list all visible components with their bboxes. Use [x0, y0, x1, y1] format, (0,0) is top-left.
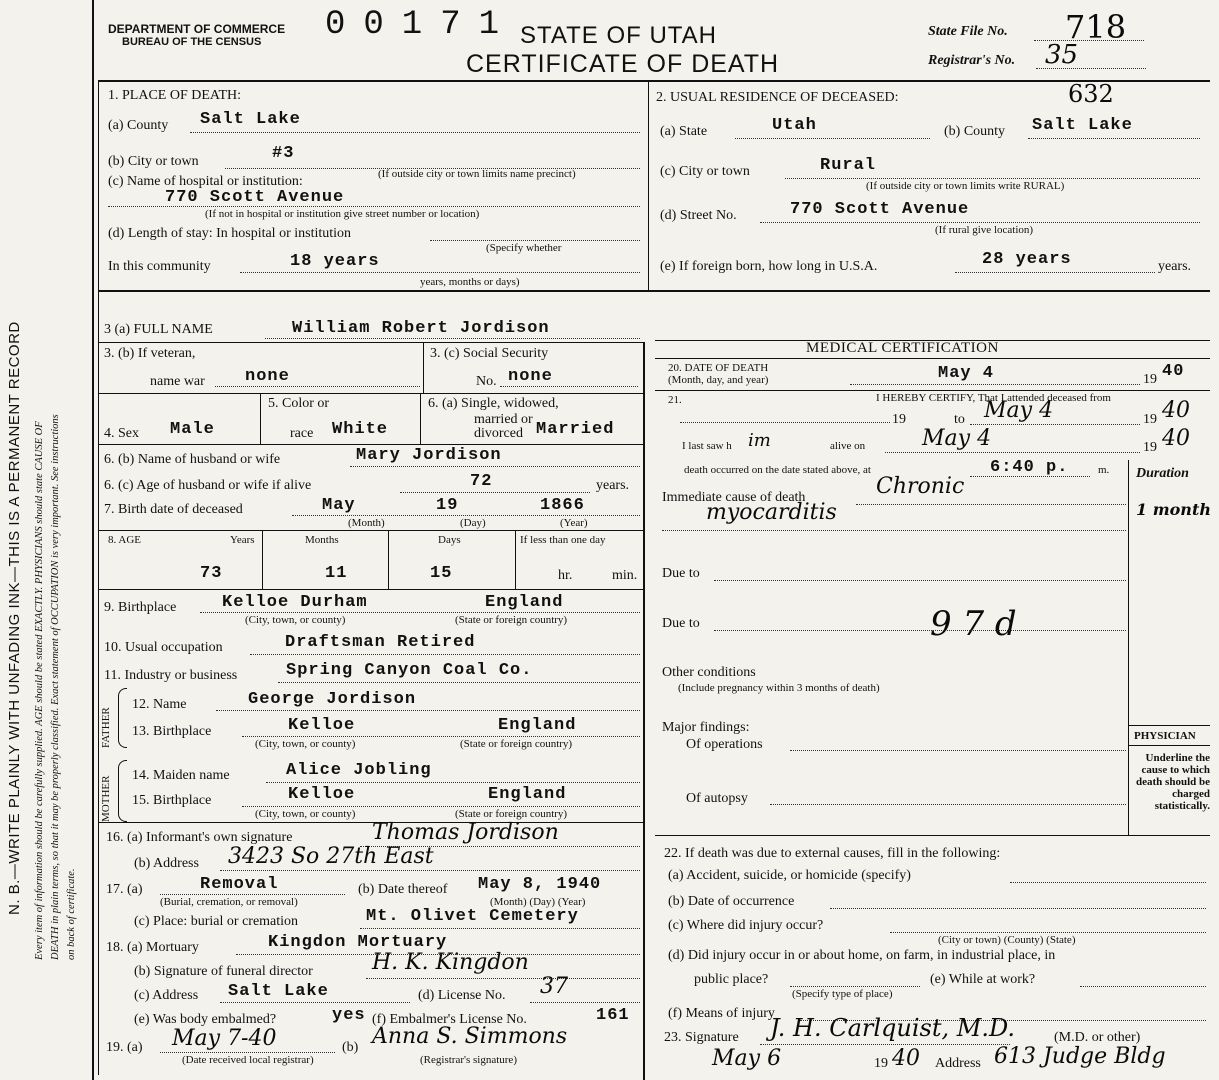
- death-occurred-label: death occurred on the date stated above, at: [684, 464, 871, 476]
- age-div-2: [388, 531, 389, 589]
- industry-value: Spring Canyon Coal Co.: [286, 661, 533, 680]
- mortuary-address-label: (c) Address: [134, 988, 199, 1003]
- physician-rule: [1128, 725, 1210, 726]
- due-to-2-label: Due to: [662, 616, 700, 631]
- parents-bottom-rule: [98, 822, 643, 823]
- age-days-header: Days: [438, 534, 461, 546]
- medical-heading-rule: [655, 358, 1210, 359]
- community-line: [240, 272, 640, 273]
- community-value: 18 years: [290, 252, 380, 271]
- veteran-divider: [423, 343, 424, 393]
- marital-label-3: divorced: [474, 426, 523, 441]
- residence-street-value: 770 Scott Avenue: [790, 200, 970, 219]
- residence-city-note: (If outside city or town limits write RURAL): [866, 180, 1065, 192]
- father-name-label: 12. Name: [132, 697, 187, 712]
- hospital-line: [108, 206, 640, 207]
- veteran-bottom-rule: [98, 393, 643, 394]
- hospital-note-2: (If not in hospital or institution give street number or location): [205, 208, 480, 220]
- main-divider: [643, 342, 645, 1080]
- other-conditions-note: (Include pregnancy within 3 months of death): [678, 682, 880, 694]
- birth-date-label: 7. Birth date of deceased: [104, 502, 243, 517]
- underline-note: Underline the cause to which death should be charged statistically.: [1136, 752, 1210, 812]
- sex-value: Male: [170, 420, 215, 439]
- form-inner-left-border: [98, 80, 99, 1075]
- age-min-label: min.: [612, 568, 638, 583]
- signature-year: 40: [892, 1046, 920, 1071]
- color-label: 5. Color or: [268, 396, 330, 411]
- embalmed-value: yes: [332, 1006, 366, 1025]
- certify-to-date: May 4: [984, 398, 1054, 423]
- age-div-1: [262, 531, 263, 589]
- residence-street-label: (d) Street No.: [660, 208, 737, 223]
- community-note: years, months or days): [420, 276, 520, 288]
- mother-birthplace-city: Kelloe: [288, 785, 356, 804]
- industry-label: 11. Industry or business: [104, 668, 238, 683]
- full-name-value: William Robert Jordison: [292, 319, 550, 338]
- margin-instructions-3: on back of certificate.: [66, 868, 77, 960]
- veteran-label: 3. (b) If veteran,: [104, 346, 196, 361]
- mother-name-value: Alice Jobling: [286, 761, 432, 780]
- did-injury-label: (d) Did injury occur in or about home, on farm, in industrial place, in: [668, 948, 1056, 963]
- residence-heading: 2. USUAL RESIDENCE OF DECEASED:: [656, 90, 899, 105]
- father-name-line: [216, 710, 640, 711]
- race-value: White: [332, 420, 389, 439]
- form-left-border: [92, 0, 94, 1080]
- disposal-date-note: (Month) (Day) (Year): [490, 896, 586, 908]
- last-saw-value: im: [748, 430, 771, 451]
- state-file-number: 718: [1065, 8, 1127, 46]
- birth-bottom-rule: [98, 530, 643, 531]
- immediate-cause-value: Chronic: [876, 474, 965, 499]
- birthplace-country: England: [485, 593, 564, 612]
- dod-year: 40: [1162, 362, 1185, 381]
- burial-place-label: (c) Place: burial or cremation: [134, 914, 299, 929]
- mother-name-line: [266, 782, 640, 783]
- while-at-work-label: (e) While at work?: [930, 972, 1036, 987]
- residence-state-value: Utah: [772, 116, 817, 135]
- embalmed-label: (e) Was body embalmed?: [134, 1012, 277, 1027]
- residence-street-line: [760, 222, 1200, 223]
- mortuary-address-value: Salt Lake: [228, 982, 329, 1001]
- medical-heading: MEDICAL CERTIFICATION: [806, 340, 999, 356]
- county-line: [190, 132, 640, 133]
- public-place-note: (Specify type of place): [792, 988, 893, 1000]
- physician-rule-2: [1128, 745, 1210, 746]
- occurrence-line: [830, 908, 1206, 909]
- alive-year-prefix: 19: [1143, 440, 1157, 455]
- father-bp-city-note: (City, town, or county): [255, 738, 356, 750]
- father-side-label: FATHER: [100, 707, 112, 748]
- mother-bp-city-note: (City, town, or county): [255, 808, 356, 820]
- immediate-cause-value-2: myocarditis: [706, 500, 837, 525]
- occupation-line: [250, 654, 640, 655]
- sex-bottom-rule: [98, 444, 643, 445]
- spouse-value: Mary Jordison: [356, 446, 502, 465]
- embalmer-license-value: 161: [596, 1006, 630, 1025]
- age-years-value: 73: [200, 564, 223, 583]
- ss-no-label: No.: [476, 374, 497, 389]
- spouse-age-label: 6. (c) Age of husband or wife if alive: [104, 478, 312, 493]
- birth-year-note: (Year): [560, 517, 588, 529]
- race-label: race: [290, 426, 314, 441]
- operations-label: Of operations: [686, 737, 763, 752]
- disposal-label: 17. (a): [106, 882, 143, 897]
- accident-line: [1010, 882, 1206, 883]
- father-birthplace-city: Kelloe: [288, 716, 356, 735]
- due-to-2-mark: 9 7 d: [930, 604, 1017, 644]
- left-margin: [0, 0, 90, 1080]
- department-label: DEPARTMENT OF COMMERCE: [108, 22, 286, 36]
- death-time-meridiem: m.: [1098, 464, 1110, 476]
- ss-label: 3. (c) Social Security: [430, 346, 549, 361]
- funeral-director-label: (b) Signature of funeral director: [134, 964, 313, 979]
- birth-year: 1866: [540, 496, 585, 515]
- war-label: name war: [150, 374, 205, 389]
- foreign-born-line: [955, 272, 1155, 273]
- death-time: 6:40 p.: [990, 458, 1069, 477]
- mother-side-label: MOTHER: [100, 775, 112, 822]
- funeral-director-line: [366, 978, 640, 979]
- bureau-label: BUREAU OF THE CENSUS: [122, 36, 262, 48]
- county-label: (a) County: [108, 118, 169, 133]
- birthplace-country-note: (State or foreign country): [455, 614, 568, 626]
- mother-bp-country-note: (State or foreign country): [455, 808, 568, 820]
- foreign-born-unit: years.: [1158, 259, 1192, 274]
- other-conditions-label: Other conditions: [662, 665, 756, 680]
- autopsy-label: Of autopsy: [686, 791, 748, 806]
- burial-place-line: [360, 928, 640, 929]
- alive-on-label: alive on: [830, 440, 866, 452]
- residence-county-value: Salt Lake: [1032, 116, 1133, 135]
- major-findings-label: Major findings:: [662, 720, 750, 735]
- received-line: [160, 1052, 335, 1053]
- where-line: [890, 932, 1206, 933]
- occupation-label: 10. Usual occupation: [104, 640, 223, 655]
- signature-line: [760, 1044, 1010, 1045]
- age-lessday-header: If less than one day: [520, 534, 606, 546]
- mortuary-address-line: [220, 1002, 410, 1003]
- mother-brace: [118, 760, 127, 822]
- registrar-signature: Anna S. Simmons: [372, 1024, 568, 1049]
- certify-to-year-prefix: 19: [1143, 412, 1157, 427]
- informant-address: 3423 So 27th East: [228, 844, 434, 869]
- age-days-value: 15: [430, 564, 453, 583]
- disposal-note: (Burial, cremation, or removal): [160, 896, 298, 908]
- full-name-label: 3 (a) FULL NAME: [104, 322, 213, 337]
- autopsy-line: [770, 804, 1126, 805]
- where-label: (c) Where did injury occur?: [668, 918, 824, 933]
- margin-instructions-2: DEATH in plain terms, so that it may be properly classified. Exact statement of OCCUPATION is very important. See instructions: [50, 414, 61, 960]
- dod-rule: [655, 390, 1210, 391]
- birthplace-city: Kelloe Durham: [222, 593, 368, 612]
- race-divider: [420, 394, 421, 444]
- license-label: (d) License No.: [418, 988, 506, 1003]
- registrar-sig-label: (b): [342, 1040, 359, 1055]
- certify-to-label: to: [954, 412, 965, 427]
- residence-county-label: (b) County: [944, 124, 1006, 139]
- external-top-rule: [655, 835, 1210, 836]
- signature-date: May 6: [712, 1046, 782, 1071]
- sex-divider: [260, 394, 261, 444]
- birth-month: May: [322, 496, 356, 515]
- state-title: STATE OF UTAH: [520, 22, 717, 49]
- physician-header: PHYSICIAN: [1134, 730, 1196, 742]
- public-place-label: public place?: [694, 972, 769, 987]
- certificate-title: CERTIFICATE OF DEATH: [466, 50, 780, 78]
- city-label: (b) City or town: [108, 154, 199, 169]
- death-time-line: [970, 476, 1090, 477]
- external-causes-label: 22. If death was due to external causes, fill in the following:: [664, 846, 1001, 861]
- due-to-2-line: [714, 630, 1126, 631]
- certify-from-year-prefix: 19: [892, 412, 906, 427]
- upper-divider: [648, 80, 649, 290]
- mortuary-label: 18. (a) Mortuary: [106, 940, 199, 955]
- mother-birthplace-country: England: [488, 785, 567, 804]
- stay-line: [430, 240, 640, 241]
- hospital-label: (c) Name of hospital or institution:: [108, 174, 303, 189]
- license-value: 37: [540, 974, 568, 999]
- informant-signature: Thomas Jordison: [372, 820, 559, 845]
- marital-label: 6. (a) Single, widowed,: [428, 396, 559, 411]
- immediate-cause-label: Immediate cause of death: [662, 490, 806, 505]
- residence-street-note: (If rural give location): [935, 224, 1034, 236]
- received-label: 19. (a): [106, 1040, 143, 1055]
- signature-year-prefix: 19: [874, 1056, 888, 1071]
- dod-value: May 4: [938, 364, 995, 383]
- certify-statement: I HEREBY CERTIFY, That I attended deceased from: [876, 392, 1111, 404]
- where-note: (City or town) (County) (State): [938, 934, 1076, 946]
- spouse-age-unit: years.: [596, 478, 630, 493]
- immediate-cause-line-2: [662, 530, 1126, 531]
- birth-day-note: (Day): [460, 517, 486, 529]
- age-label: 8. AGE: [108, 534, 141, 546]
- signature-address: 613 Judge Bldg: [994, 1044, 1166, 1069]
- alive-line: [885, 452, 1140, 453]
- disposal-date-value: May 8, 1940: [478, 875, 602, 894]
- foreign-born-label: (e) If foreign born, how long in U.S.A.: [660, 259, 878, 274]
- informant-address-label: (b) Address: [134, 856, 199, 871]
- informant-address-line: [220, 870, 640, 871]
- mother-birthplace-line: [242, 806, 640, 807]
- due-to-1-line: [714, 580, 1126, 581]
- registrar-number-label: Registrar's No.: [928, 53, 1016, 68]
- birthplace-city-note: (City, town, or county): [245, 614, 346, 626]
- war-value: none: [245, 367, 290, 386]
- hospital-note: (If outside city or town limits name precinct): [378, 168, 576, 180]
- age-bottom-rule: [98, 589, 643, 590]
- father-birthplace-line: [242, 736, 640, 737]
- occupation-value: Draftsman Retired: [285, 633, 476, 652]
- name-rule: [98, 342, 643, 343]
- residence-city-value: Rural: [820, 156, 877, 175]
- certify-to-line: [970, 424, 1140, 425]
- permanent-record-note: N. B.—WRITE PLAINLY WITH UNFADING INK—THIS IS A PERMANENT RECORD: [6, 321, 23, 915]
- war-line: [215, 386, 420, 387]
- spouse-line: [350, 466, 640, 467]
- birth-day: 19: [436, 496, 459, 515]
- certify-to-year: 40: [1162, 398, 1190, 423]
- hospital-value: 770 Scott Avenue: [165, 188, 345, 207]
- birth-date-line: [292, 515, 640, 516]
- while-at-work-line: [1080, 986, 1206, 987]
- alive-year: 40: [1162, 426, 1190, 451]
- age-hr-label: hr.: [558, 568, 573, 583]
- birthplace-label: 9. Birthplace: [104, 600, 177, 615]
- accident-label: (a) Accident, suicide, or homicide (specify): [668, 868, 911, 883]
- spouse-label: 6. (b) Name of husband or wife: [104, 452, 281, 467]
- registrar-sig-note: (Registrar's signature): [420, 1054, 517, 1066]
- received-note: (Date received local registrar): [182, 1054, 314, 1066]
- dod-year-prefix: 19: [1143, 372, 1157, 387]
- state-file-label: State File No.: [928, 24, 1008, 39]
- residence-code: 632: [1068, 80, 1114, 108]
- residence-county-line: [1028, 138, 1200, 139]
- grid-top-rule: [98, 80, 1210, 82]
- funeral-director-signature: H. K. Kingdon: [372, 950, 529, 975]
- upper-bottom-rule: [98, 290, 1210, 292]
- burial-place-value: Mt. Olivet Cemetery: [366, 907, 579, 926]
- means-injury-label: (f) Means of injury: [668, 1006, 775, 1021]
- age-years-header: Years: [230, 534, 255, 546]
- place-of-death-heading: 1. PLACE OF DEATH:: [108, 88, 242, 103]
- marital-label-2: married or: [474, 412, 533, 427]
- disposal-line: [160, 894, 345, 895]
- occurrence-label: (b) Date of occurrence: [668, 894, 795, 909]
- disposal-date-label: (b) Date thereof: [358, 882, 448, 897]
- industry-line: [278, 682, 640, 683]
- license-line: [530, 1002, 640, 1003]
- duration-value: 1 month: [1136, 500, 1211, 519]
- age-months-header: Months: [305, 534, 339, 546]
- age-div-3: [515, 531, 516, 589]
- father-name-value: George Jordison: [248, 690, 417, 709]
- embalmer-license-label: (f) Embalmer's License No.: [372, 1012, 527, 1027]
- public-place-line: [790, 986, 920, 987]
- immediate-cause-line: [856, 504, 1126, 505]
- dod-note: (Month, day, and year): [668, 374, 769, 386]
- marital-value: Married: [536, 420, 615, 439]
- received-date: May 7-40: [172, 1026, 277, 1051]
- stay-specify-note: (Specify whether: [486, 242, 562, 254]
- md-note: (M.D. or other): [1054, 1030, 1141, 1045]
- registrar-line: [1036, 68, 1146, 69]
- signature-address-label: Address: [935, 1056, 981, 1071]
- dod-label: 20. DATE OF DEATH: [668, 362, 769, 374]
- city-value: #3: [272, 144, 295, 163]
- ss-line: [500, 386, 638, 387]
- margin-instructions-1: Every item of information should be carefully supplied. AGE should be stated EXACTLY. PHYSICIANS should state CAUSE OF: [34, 421, 45, 960]
- father-bp-country-note: (State or foreign country): [460, 738, 573, 750]
- disposal-value: Removal: [200, 875, 279, 894]
- age-months-value: 11: [325, 564, 348, 583]
- due-to-1-label: Due to: [662, 566, 700, 581]
- certify-from-line: [680, 422, 890, 423]
- birth-month-note: (Month): [348, 517, 385, 529]
- residence-state-line: [735, 138, 930, 139]
- operations-line: [790, 750, 1126, 751]
- registrar-number: 35: [1045, 40, 1079, 70]
- residence-state-label: (a) State: [660, 124, 708, 139]
- certify-number: 21.: [668, 394, 682, 406]
- spouse-age-value: 72: [470, 472, 493, 491]
- mother-birthplace-label: 15. Birthplace: [132, 793, 212, 808]
- sex-label: 4. Sex: [104, 426, 139, 441]
- father-brace: [118, 688, 127, 748]
- county-value: Salt Lake: [200, 110, 301, 129]
- physician-signature: J. H. Carlquist, M.D.: [770, 1014, 1015, 1042]
- mother-name-label: 14. Maiden name: [132, 768, 230, 783]
- residence-city-line: [785, 178, 1200, 179]
- signature-label: 23. Signature: [664, 1030, 739, 1045]
- father-birthplace-label: 13. Birthplace: [132, 724, 212, 739]
- duration-divider: [1128, 460, 1129, 835]
- stay-label: (d) Length of stay: In hospital or institution: [108, 226, 352, 241]
- informant-label: 16. (a) Informant's own signature: [106, 830, 293, 845]
- duration-header: Duration: [1136, 466, 1189, 481]
- full-name-line: [265, 338, 640, 339]
- residence-city-label: (c) City or town: [660, 164, 750, 179]
- last-saw-label: I last saw h: [682, 440, 732, 452]
- birthplace-line: [200, 612, 640, 613]
- community-label: In this community: [108, 259, 211, 274]
- spouse-age-line: [400, 492, 590, 493]
- foreign-born-value: 28 years: [982, 250, 1072, 269]
- mortuary-value: Kingdon Mortuary: [268, 933, 448, 952]
- stamp-number: 00171: [325, 6, 518, 44]
- ss-value: none: [508, 367, 553, 386]
- dod-line: [850, 384, 1140, 385]
- father-birthplace-country: England: [498, 716, 577, 735]
- alive-date: May 4: [922, 426, 992, 451]
